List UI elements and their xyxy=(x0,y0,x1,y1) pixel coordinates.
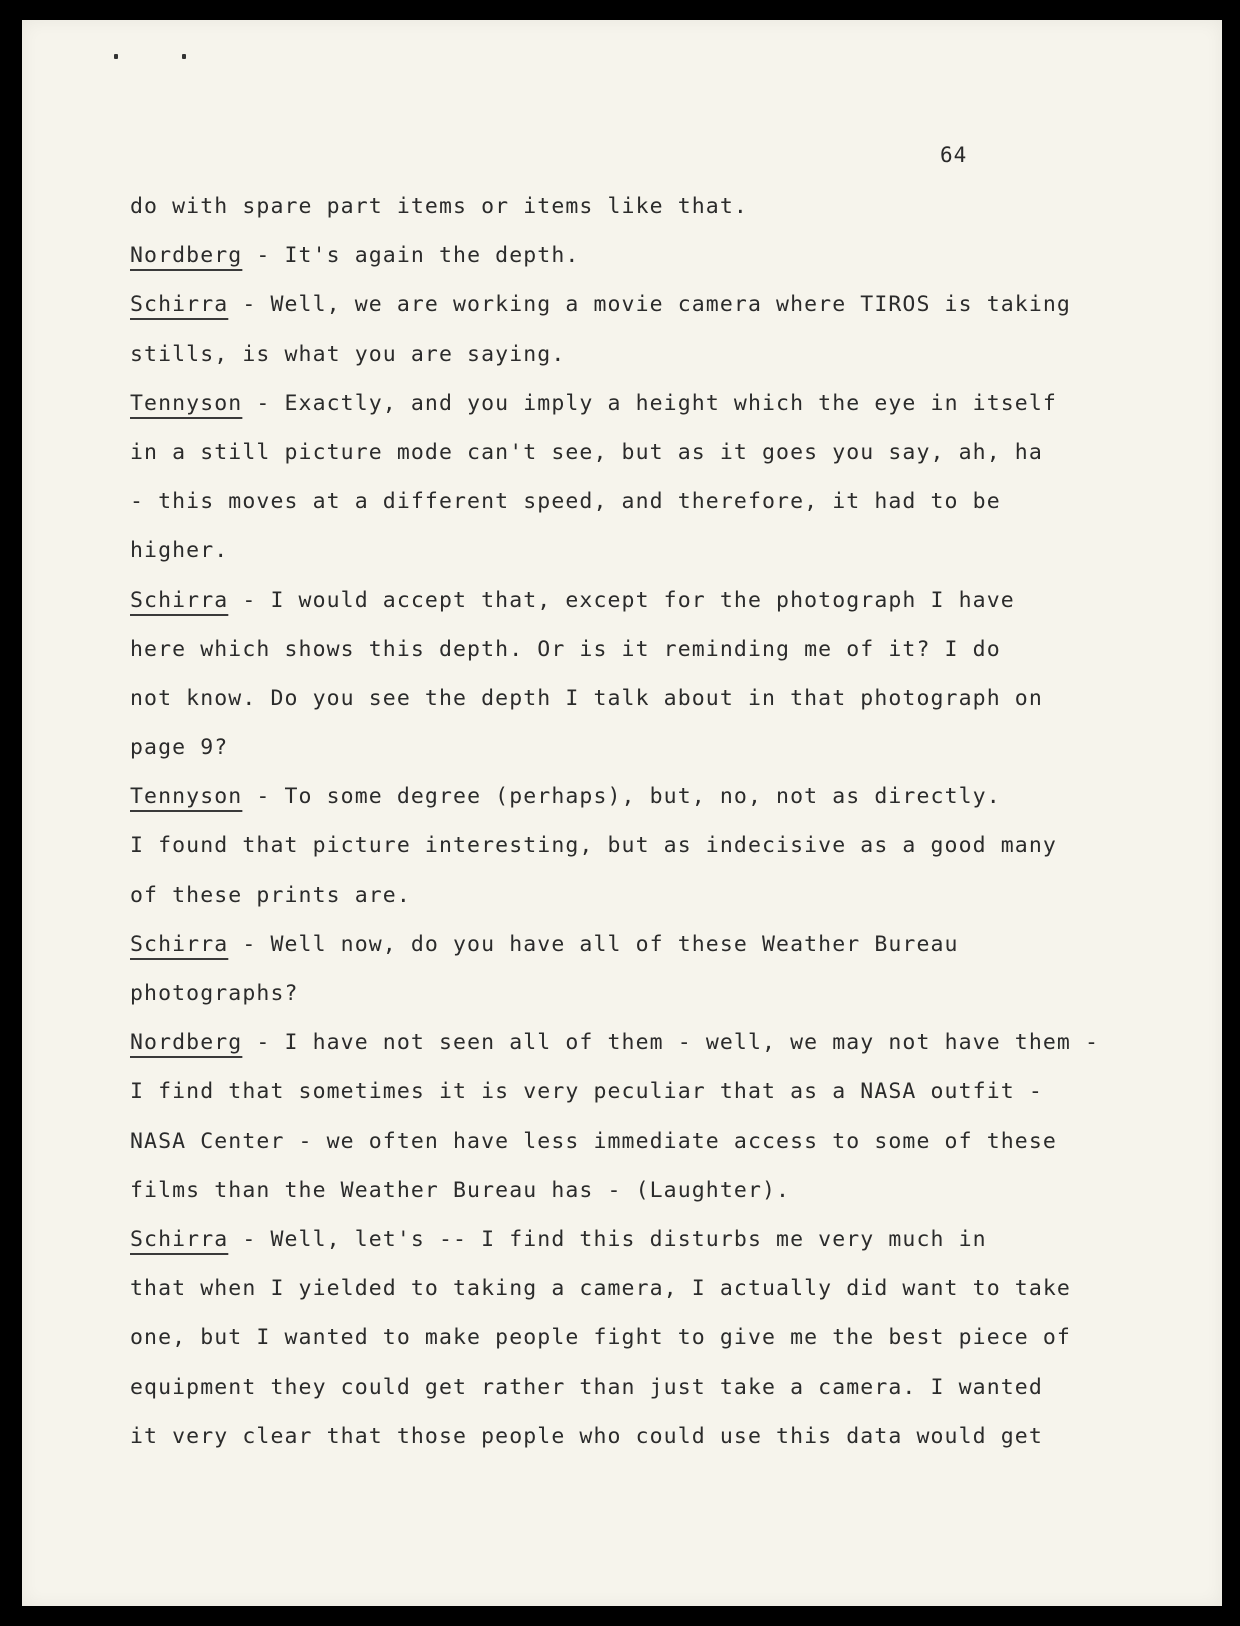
line-text: I find that sometimes it is very peculiar that as a NASA outfit - xyxy=(130,1079,1043,1105)
transcript-line xyxy=(130,236,1150,285)
transcript-line xyxy=(130,1171,1150,1220)
line-text: - I would accept that, except for the photograph I have xyxy=(228,587,1015,613)
transcript-line xyxy=(130,1417,1150,1466)
transcript-line xyxy=(130,1122,1150,1171)
transcript-line xyxy=(130,728,1150,777)
transcript-line xyxy=(130,925,1150,974)
transcript-line xyxy=(130,1368,1150,1417)
transcript-line xyxy=(130,826,1150,875)
line-text: page 9? xyxy=(130,735,229,761)
speaker-name: Schirra xyxy=(130,1226,229,1252)
transcript-line xyxy=(130,335,1150,384)
speaker-name: Schirra xyxy=(130,292,229,318)
line-text: not know. Do you see the depth I talk about in that photograph on xyxy=(130,685,1043,711)
page-number: 64 xyxy=(940,143,968,167)
transcript-line xyxy=(130,1023,1150,1072)
speaker-name: Tennyson xyxy=(130,784,243,810)
line-text: one, but I wanted to make people fight to give me the best piece of xyxy=(130,1325,1071,1351)
line-text: that when I yielded to taking a camera, I actually did want to take xyxy=(130,1276,1071,1302)
line-text: - To some degree (perhaps), but, no, not as directly. xyxy=(242,784,1001,810)
punch-mark-right xyxy=(182,54,186,59)
speaker-name: Schirra xyxy=(130,587,229,613)
line-text: here which shows this depth. Or is it reminding me of it? I do xyxy=(130,636,1001,662)
line-text: it very clear that those people who could use this data would get xyxy=(130,1423,1043,1449)
transcript-line xyxy=(130,1220,1150,1269)
line-text: of these prints are. xyxy=(130,882,411,908)
line-text: photographs? xyxy=(130,981,299,1006)
transcript-line xyxy=(130,482,1150,531)
transcript-line xyxy=(130,1318,1150,1367)
transcript-body xyxy=(130,187,1150,1466)
line-text: NASA Center - we often have less immediate access to some of these xyxy=(130,1128,1057,1154)
punch-mark-left xyxy=(114,54,118,59)
speaker-name: Nordberg xyxy=(130,1030,243,1056)
transcript-line xyxy=(130,1072,1150,1121)
speaker-name: Tennyson xyxy=(130,390,243,416)
transcript-line xyxy=(130,1269,1150,1318)
transcript-line xyxy=(130,531,1150,580)
transcript-line xyxy=(130,384,1150,433)
line-text: - Exactly, and you imply a height which the eye in itself xyxy=(242,390,1057,416)
line-text: - Well, we are working a movie camera where TIROS is taking xyxy=(228,292,1071,318)
transcript-line xyxy=(130,433,1150,482)
line-text: - It's again the depth. xyxy=(242,243,580,269)
speaker-name: Nordberg xyxy=(130,243,243,269)
line-text: stills, is what you are saying. xyxy=(130,341,566,367)
line-text: - Well, let's -- I find this disturbs me very much in xyxy=(228,1226,987,1252)
line-text: - Well now, do you have all of these Weather Bureau xyxy=(228,931,959,957)
line-text: I found that picture interesting, but as indecisive as a good many xyxy=(130,833,1057,859)
speaker-name: Schirra xyxy=(130,931,229,957)
transcript-line xyxy=(130,187,1150,236)
transcript-line xyxy=(130,777,1150,826)
line-text: equipment they could get rather than just take a camera. I wanted xyxy=(130,1374,1043,1400)
transcript-line xyxy=(130,974,1150,1023)
line-text: films than the Weather Bureau has - (Laughter). xyxy=(130,1177,791,1203)
line-text: - this moves at a different speed, and therefore, it had to be xyxy=(130,489,1001,515)
transcript-line xyxy=(130,679,1150,728)
line-text: do with spare part items or items like that. xyxy=(130,194,748,219)
transcript-line xyxy=(130,285,1150,334)
line-text: - I have not seen all of them - well, we may not have them - xyxy=(242,1030,1100,1056)
transcript-line xyxy=(130,876,1150,925)
transcript-line xyxy=(130,581,1150,630)
document-page xyxy=(22,20,1222,1606)
line-text: higher. xyxy=(130,538,229,564)
line-text: in a still picture mode can't see, but as it goes you say, ah, ha xyxy=(130,439,1043,465)
transcript-line xyxy=(130,630,1150,679)
